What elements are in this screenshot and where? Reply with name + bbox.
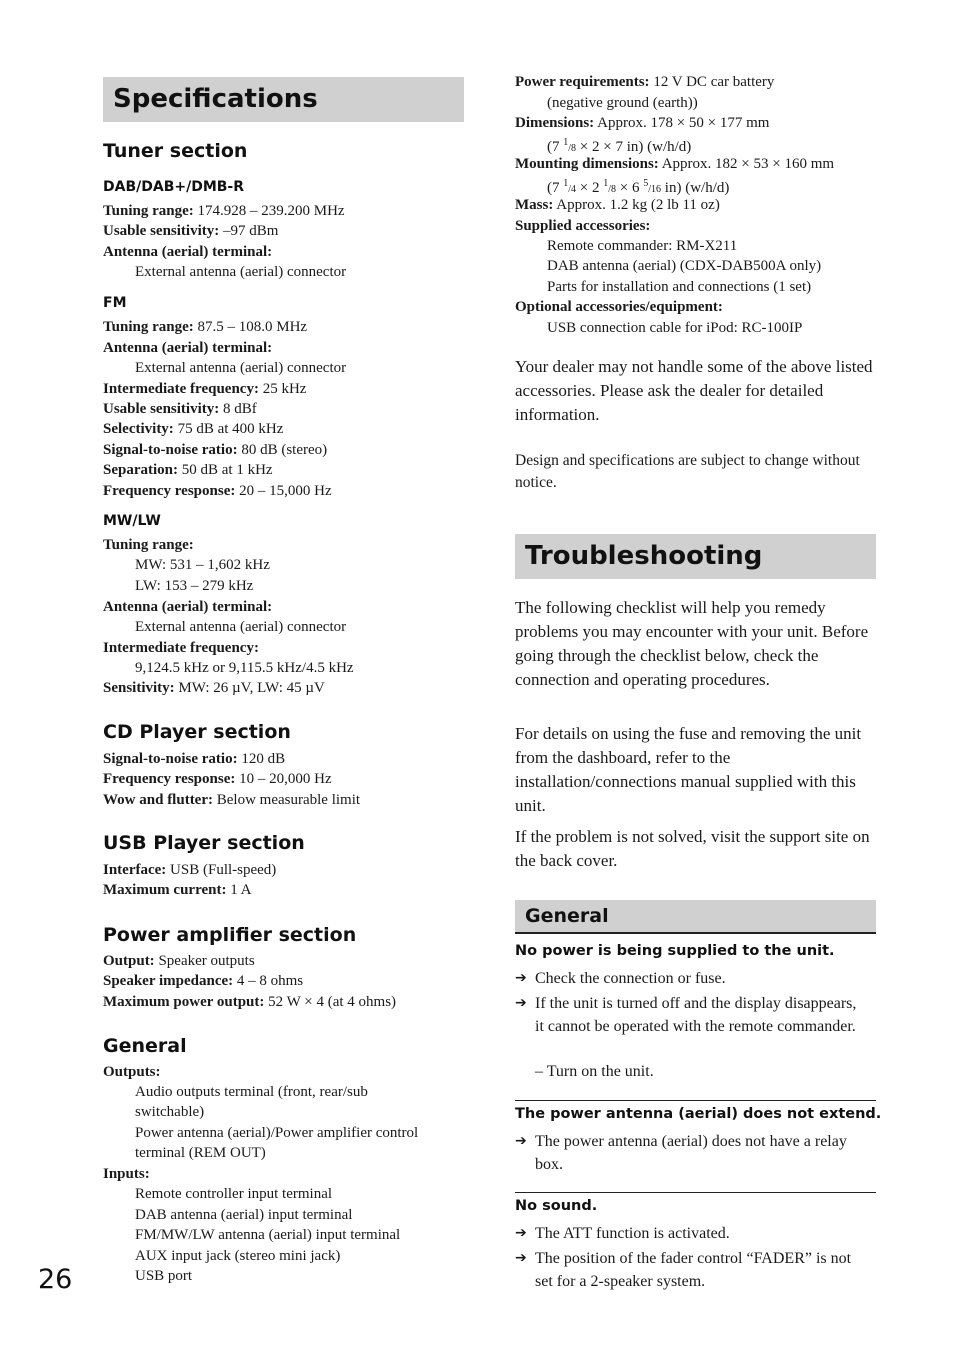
- outputs-item-1b: switchable): [135, 1104, 205, 1120]
- usb-section-heading: USB Player section: [103, 832, 305, 854]
- mwlw-antenna-value: External antenna (aerial) connector: [135, 619, 347, 635]
- inputs-item-2: DAB antenna (aerial) input terminal: [135, 1207, 353, 1223]
- optional-accessories-label: Optional accessories/equipment:: [515, 299, 723, 315]
- problem-title: No sound.: [515, 1198, 598, 1214]
- outputs-item-2a: Power antenna (aerial)/Power amplifier control: [135, 1125, 419, 1141]
- solution-item: ➔ The position of the fader control “FADER” is not set for a 2-speaker system.: [515, 1247, 860, 1293]
- right-arrow-icon: ➔: [515, 970, 527, 986]
- right-arrow-icon: ➔: [515, 1250, 527, 1266]
- amp-max-power: Maximum power output: 52 W × 4 (at 4 ohms): [103, 994, 397, 1010]
- fm-intermediate-frequency: Intermediate frequency: 25 kHz: [103, 381, 307, 397]
- divider: [515, 1100, 876, 1101]
- tuner-section-heading: Tuner section: [103, 140, 248, 162]
- amp-impedance: Speaker impedance: 4 – 8 ohms: [103, 973, 304, 989]
- amp-section-heading: Power amplifier section: [103, 924, 357, 946]
- cd-section-heading: CD Player section: [103, 721, 291, 743]
- troubleshooting-general-heading: General: [515, 900, 876, 934]
- mwlw-tuning-range-label: Tuning range:: [103, 537, 194, 553]
- right-arrow-icon: ➔: [515, 995, 527, 1011]
- solution-item: ➔ The ATT function is activated.: [515, 1222, 860, 1245]
- power-requirements: Power requirements: 12 V DC car battery: [515, 74, 775, 90]
- power-requirements-note: (negative ground (earth)): [547, 95, 698, 111]
- outputs-item-2b: terminal (REM OUT): [135, 1145, 266, 1161]
- fm-snr: Signal-to-noise ratio: 80 dB (stereo): [103, 442, 328, 458]
- mwlw-antenna-label: Antenna (aerial) terminal:: [103, 599, 273, 615]
- mwlw-if-value: 9,124.5 kHz or 9,115.5 kHz/4.5 kHz: [135, 660, 354, 676]
- mounting-dimensions-inches: (7 $^1$/4 × 2 $^1$/8 × 6 $^5$/16 in) (w/h/d): [547, 178, 730, 196]
- supplied-item-3: Parts for installation and connections (1 set): [547, 279, 812, 295]
- dimensions: Dimensions: Approx. 178 × 50 × 177 mm: [515, 115, 770, 131]
- solution-item: ➔ Check the connection or fuse.: [515, 967, 860, 990]
- inputs-item-4: AUX input jack (stereo mini jack): [135, 1248, 341, 1264]
- specifications-title: Specifications: [103, 77, 464, 122]
- solution-subitem: – Turn on the unit.: [535, 1063, 654, 1080]
- right-arrow-icon: ➔: [515, 1225, 527, 1241]
- right-arrow-icon: ➔: [515, 1133, 527, 1149]
- usb-interface: Interface: USB (Full-speed): [103, 862, 277, 878]
- solution-item: ➔ The power antenna (aerial) does not have a relay box.: [515, 1130, 860, 1176]
- change-note: Design and specifications are subject to change without notice.: [515, 452, 860, 491]
- cd-snr: Signal-to-noise ratio: 120 dB: [103, 751, 286, 767]
- inputs-item-3: FM/MW/LW antenna (aerial) input terminal: [135, 1227, 401, 1243]
- troubleshooting-intro-3: If the problem is not solved, visit the support site on the back cover.: [515, 827, 870, 870]
- problem-title: No power is being supplied to the unit.: [515, 943, 835, 959]
- fm-antenna-label: Antenna (aerial) terminal:: [103, 340, 273, 356]
- dab-antenna-label: Antenna (aerial) terminal:: [103, 244, 273, 260]
- dab-heading: DAB/DAB+/DMB-R: [103, 179, 245, 195]
- fm-antenna-value: External antenna (aerial) connector: [135, 360, 347, 376]
- inputs-label: Inputs:: [103, 1166, 150, 1182]
- solution-item: ➔ If the unit is turned off and the display disappears, it cannot be operated with the remote commander.: [515, 992, 860, 1038]
- mwlw-if-label: Intermediate frequency:: [103, 640, 259, 656]
- fm-tuning-range: Tuning range: 87.5 – 108.0 MHz: [103, 319, 308, 335]
- mwlw-sensitivity: Sensitivity: MW: 26 µV, LW: 45 µV: [103, 680, 325, 696]
- optional-item-1: USB connection cable for iPod: RC-100IP: [547, 320, 803, 336]
- amp-output: Output: Speaker outputs: [103, 953, 255, 969]
- dealer-note: Your dealer may not handle some of the above listed accessories. Please ask the dealer for detailed information.: [515, 357, 873, 424]
- dimensions-inches: (7 $^1$/8 × 2 × 7 in) (w/h/d): [547, 137, 692, 155]
- dab-usable-sensitivity: Usable sensitivity: –97 dBm: [103, 223, 279, 239]
- inputs-item-5: USB port: [135, 1268, 193, 1284]
- dab-tuning-range: Tuning range: 174.928 – 239.200 MHz: [103, 203, 345, 219]
- mw-range: MW: 531 – 1,602 kHz: [135, 557, 270, 573]
- fm-usable-sensitivity: Usable sensitivity: 8 dBf: [103, 401, 257, 417]
- outputs-item-1a: Audio outputs terminal (front, rear/sub: [135, 1084, 368, 1100]
- dab-antenna-value: External antenna (aerial) connector: [135, 264, 347, 280]
- supplied-item-1: Remote commander: RM-X211: [547, 238, 738, 254]
- general-section-heading: General: [103, 1035, 187, 1057]
- troubleshooting-intro-2: For details on using the fuse and removing the unit from the dashboard, refer to the installation/connections manual supplied with this unit.: [515, 724, 862, 815]
- problem-title: The power antenna (aerial) does not extend.: [515, 1106, 882, 1122]
- page-number: 26: [38, 1264, 73, 1295]
- supplied-item-2: DAB antenna (aerial) (CDX-DAB500A only): [547, 258, 822, 274]
- inputs-item-1: Remote controller input terminal: [135, 1186, 333, 1202]
- supplied-accessories-label: Supplied accessories:: [515, 218, 651, 234]
- divider: [515, 1192, 876, 1193]
- cd-frequency-response: Frequency response: 10 – 20,000 Hz: [103, 771, 332, 787]
- troubleshooting-intro-1: The following checklist will help you remedy problems you may encounter with your unit. Before going through the checklist below, check the connection and operating procedures.: [515, 598, 869, 689]
- mass: Mass: Approx. 1.2 kg (2 lb 11 oz): [515, 197, 720, 213]
- cd-wow-flutter: Wow and flutter: Below measurable limit: [103, 792, 361, 808]
- troubleshooting-title: Troubleshooting: [515, 534, 876, 579]
- fm-separation: Separation: 50 dB at 1 kHz: [103, 462, 273, 478]
- fm-heading: FM: [103, 295, 127, 311]
- mwlw-heading: MW/LW: [103, 513, 161, 529]
- outputs-label: Outputs:: [103, 1064, 161, 1080]
- fm-selectivity: Selectivity: 75 dB at 400 kHz: [103, 421, 284, 437]
- lw-range: LW: 153 – 279 kHz: [135, 578, 254, 594]
- usb-max-current: Maximum current: 1 A: [103, 882, 252, 898]
- fm-frequency-response: Frequency response: 20 – 15,000 Hz: [103, 483, 332, 499]
- mounting-dimensions: Mounting dimensions: Approx. 182 × 53 × 160 mm: [515, 156, 835, 172]
